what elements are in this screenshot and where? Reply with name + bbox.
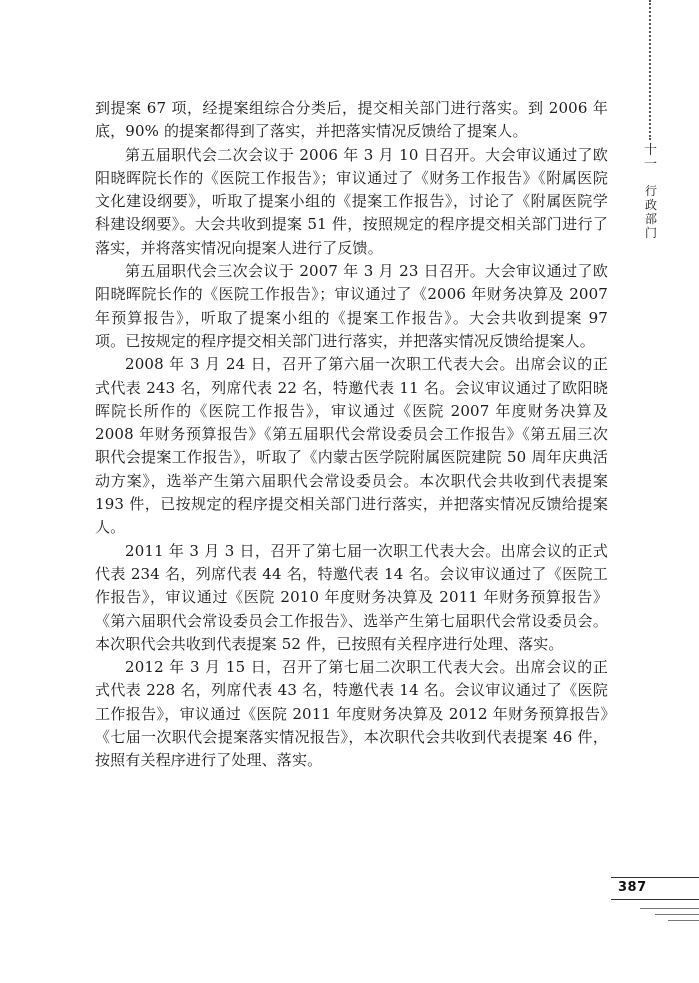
paragraph: 2008 年 3 月 24 日，召开了第六届一次职工代表大会。出席会议的正式代表 243 名，列席代表 22 名，特邀代表 11 名。会议审议通过了欧阳晓晖院长所作的《医院工作报告》，审议通过《医院 2007 年度财务决算及 2008 年财务预算报告》《第五届职代会常设委员会工作报告》《第五届三次职代会提案工作报告》，听取了《内蒙古医学院附属医院建院 50 周年庆典活动方案》，选举产生第六届职代会常设委员会。本次职代会共收到代表提案 193 件，已按规定的程序提交相关部门进行落实，并把落实情况反馈给提案人。 <box>95 355 608 537</box>
chapter-tab <box>640 144 662 240</box>
edge-rule <box>668 920 699 921</box>
chapter-title: 行政部门 <box>644 184 657 240</box>
paragraph: 第五届职代会三次会议于 2007 年 3 月 23 日召开。大会审议通过了欧阳晓晖院长作的《医院工作报告》；审议通过了《2006 年财务决算及 2007 年预算报告》，听取了提案小组的《提案工作报告》。大会共收到提案 97 项。已按规定的程序提交相关部门进行落实，并把落实情况反馈给提案人。 <box>95 262 608 350</box>
page-number: 387 <box>618 880 647 895</box>
margin-dotted-rule <box>649 0 651 140</box>
chapter-number: 十一 <box>643 143 658 172</box>
edge-rule <box>640 908 699 909</box>
paragraph: 2011 年 3 月 3 日，召开了第七届一次职工代表大会。出席会议的正式代表 234 名，列席代表 44 名，特邀代表 14 名。会议审议通过了《医院工作报告》，审议通过《医院 2010 年度财务决算及 2011 年财务预算报告》《第六届职代会常设委员会工作报告》、选举产生第七届职代会常设委员会。本次职代会共收到代表提案 52 件，已按照有关程序进行处理、落实。 <box>95 541 608 653</box>
edge-rule <box>655 914 699 915</box>
paragraph: 2012 年 3 月 15 日，召开了第七届二次职工代表大会。出席会议的正式代表 228 名，列席代表 43 名，特邀代表 14 名。会议审议通过了《医院工作报告》，审议通过《医院 2011 年度财务决算及 2012 年财务预算报告》《七届一次职代会提案落实情况报告》，本次职代会共收到代表提案 46 件，按照有关程序进行了处理、落实。 <box>95 658 608 770</box>
page-number-rule-bottom <box>611 899 699 900</box>
body-text <box>95 97 608 773</box>
paragraph: 到提案 67 项，经提案组综合分类后，提交相关部门进行落实。到 2006 年底，90% 的提案都得到了落实，并把落实情况反馈给了提案人。 <box>95 99 608 141</box>
page-number-rule-top <box>611 877 699 878</box>
paragraph: 第五届职代会二次会议于 2006 年 3 月 10 日召开。大会审议通过了欧阳晓晖院长作的《医院工作报告》；审议通过了《财务工作报告》《附属医院文化建设纲要》，听取了提案小组的《提案工作报告》，讨论了《附属医院学科建设纲要》。大会共收到提案 51 件，按照规定的程序提交相关部门进行了落实，并将落实情况向提案人进行了反馈。 <box>95 145 608 257</box>
